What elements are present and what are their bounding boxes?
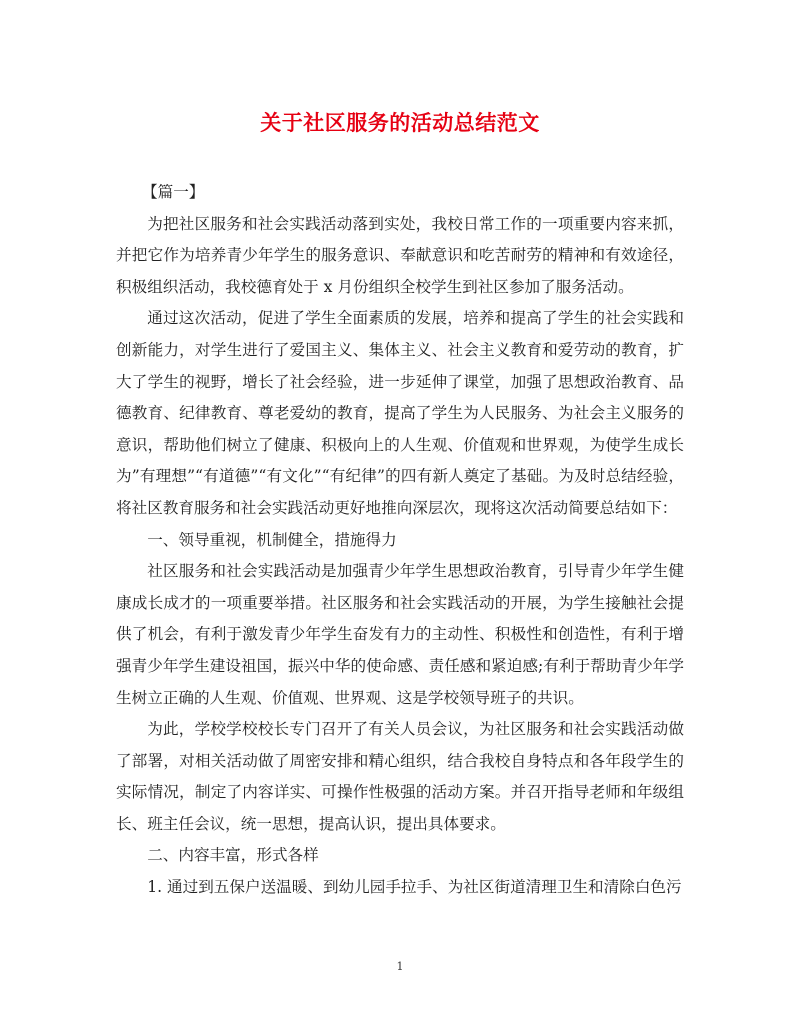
paragraph-intro: 为把社区服务和社会实践活动落到实处，我校日常工作的一项重要内容来抓，并把它作为培养青少年学生的服务意识、奉献意识和吃苦耐劳的精神和有效途径，积极组织活动，我校德育处于 x 月份组织全校学生到社区参加了服务活动。 [116,214,684,296]
paragraph-item-1: 1. 通过到五保户送温暖、到幼儿园手拉手、为社区街道清理卫生和清除白色污 [147,878,682,897]
document-title: 关于社区服务的活动总结范文 [260,110,540,135]
page-number: 1 [396,960,404,973]
section-heading-leadership: 一、领导重视，机制健全，措施得力 [147,530,397,549]
section-heading-content: 二、内容丰富，形式各样 [147,846,319,865]
section-label: 【篇一】 [142,183,205,201]
document-body [116,177,684,904]
paragraph-meeting: 为此，学校学校校长专门召开了有关人员会议，为社区服务和社会实践活动做了部署，对相关活动做了周密安排和精心组织，结合我校自身特点和各年段学生的实际情况，制定了内容详实、可操作性极强的活动方案。并召开指导老师和年级组长、班主任会议，统一思想，提高认识，提出具体要求。 [116,720,684,833]
paragraph-importance: 社区服务和社会实践活动是加强青少年学生思想政治教育，引导青少年学生健康成长成才的一项重要举措。社区服务和社会实践活动的开展，为学生接触社会提供了机会，有利于激发青少年学生奋发有力的主动性、积极性和创造性，有利于增强青少年学生建设祖国，振兴中华的使命感、责任感和紧迫感;有利于帮助青少年学生树立正确的人生观、价值观、世界观、这是学校领导班子的共识。 [116,562,684,707]
paragraph-outcomes: 通过这次活动，促进了学生全面素质的发展，培养和提高了学生的社会实践和创新能力，对学生进行了爱国主义、集体主义、社会主义教育和爱劳动的教育，扩大了学生的视野，增长了社会经验，进一步延伸了课堂，加强了思想政治教育、品德教育、纪律教育、尊老爱幼的教育，提高了学生为人民服务、为社会主义服务的意识，帮助他们树立了健康、积极向上的人生观、价值观和世界观，为使学生成长为”有理想”“有道德”“有文化”“有纪律”的四有新人奠定了基础。为及时总结经验，将社区教育服务和社会实践活动更好地推向深层次，现将这次活动简要总结如下： [116,309,684,517]
